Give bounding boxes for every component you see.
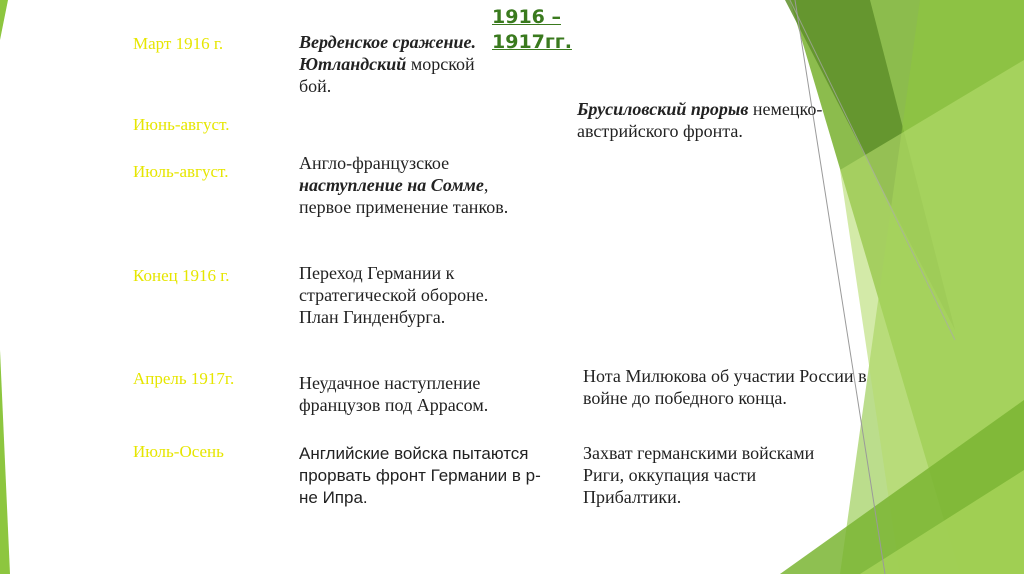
event-verdun-jutland [299, 31, 499, 97]
event-arras: Неудачное наступление французов под Аррасом. [299, 373, 489, 415]
event-bold-text: Верденское сражение. Ютландский [299, 32, 476, 74]
event-somme [299, 152, 509, 218]
slide-title-line1: 1916 – [492, 6, 561, 28]
event-text: Англо-французское [299, 153, 450, 173]
event-bold-text: Брусиловский прорыв [577, 99, 749, 119]
event-defense-transition: Переход Германии к стратегической обороне. План Гинденбурга. [299, 263, 489, 327]
event-milyukov-note: Нота Милюкова об участии России в войне до победного конца. [583, 366, 867, 408]
event-ypres: Английские войска пытаются прорвать фронт Германии в р-не Ипра. [299, 444, 541, 507]
event-text: , первое применение танков. [299, 175, 509, 217]
slide-title [492, 5, 572, 55]
event-brusilov [577, 98, 852, 142]
date-label: Июнь-август. [133, 115, 230, 134]
date-label: Июль-Осень [133, 442, 224, 461]
event-bold-text: наступление на Сомме [299, 175, 484, 195]
date-label: Март 1916 г. [133, 34, 224, 53]
date-label: Конец 1916 г. [133, 266, 230, 285]
event-riga: Захват германскими войсками Риги, оккупация части Прибалтики. [583, 443, 815, 507]
date-label: Апрель 1917г. [133, 369, 235, 388]
event-text: немецко-австрийского фронта. [577, 99, 823, 141]
slide-title-line2: 1917гг. [492, 31, 572, 53]
event-text: морской бой. [299, 54, 475, 96]
date-label: Июль-август. [133, 162, 229, 181]
